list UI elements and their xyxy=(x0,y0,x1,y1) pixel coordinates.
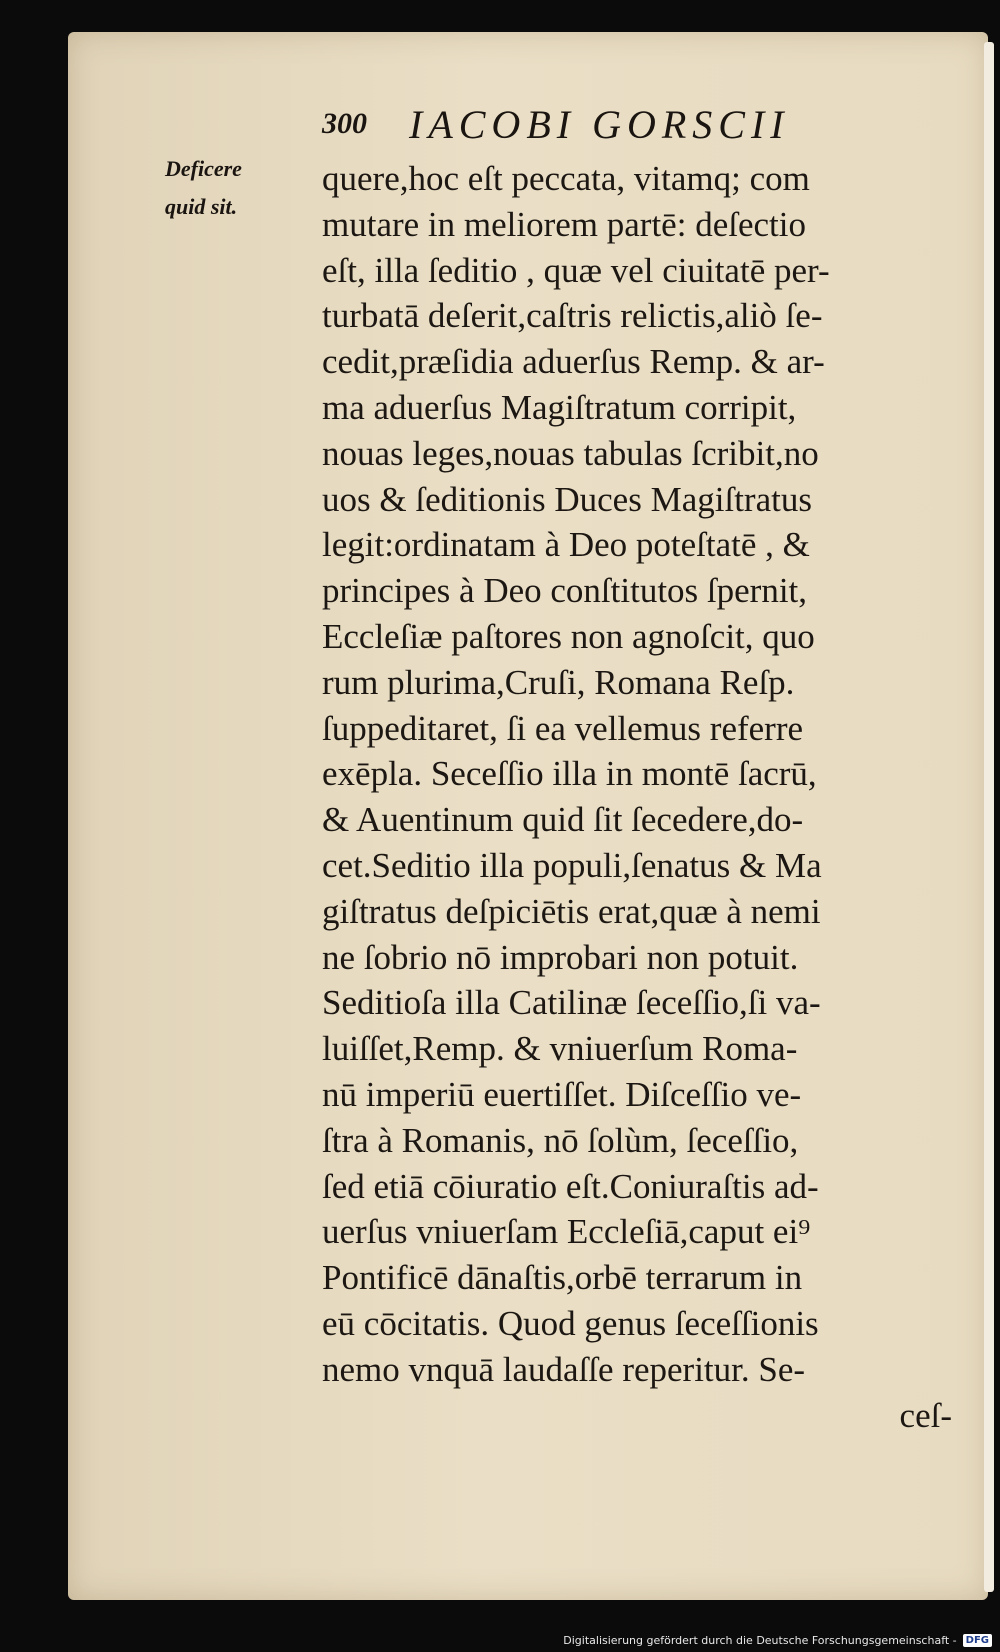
dfg-logo: DFG xyxy=(963,1634,992,1647)
text-line: cedit,præſidia aduerſus Remp. & ar- xyxy=(322,342,825,382)
text-line: eſt, illa ſeditio , quæ vel ciuitatē per- xyxy=(322,250,830,290)
text-line: nū imperiū euertiſſet. Diſceſſio ve- xyxy=(322,1074,802,1114)
text-line: giſtratus deſpiciētis erat,quæ à nemi xyxy=(322,891,821,931)
text-line: uos & ſeditionis Duces Magiſtratus xyxy=(322,479,812,519)
catchword: ceſ- xyxy=(899,1395,952,1435)
text-line: luiſſet,Remp. & vniuerſum Roma- xyxy=(322,1029,798,1069)
marginal-note: Deficere quid sit. xyxy=(165,156,242,219)
text-line: ne ſobrio nō improbari non potuit. xyxy=(322,937,799,977)
text-line: principes à Deo conſtitutos ſpernit, xyxy=(322,571,808,611)
text-line: eū cōcitatis. Quod genus ſeceſſionis xyxy=(322,1303,819,1343)
text-line: uerſus vniuerſam Eccleſiā,caput ei⁹ xyxy=(322,1212,811,1252)
text-line: Pontificē dānaſtis,orbē terrarum in xyxy=(322,1258,803,1298)
text-line: legit:ordinatam à Deo poteſtatē , & xyxy=(322,525,810,565)
text-line: ſtra à Romanis, nō ſolùm, ſeceſſio, xyxy=(322,1120,799,1160)
text-line: ſed etiā cōiuratio eſt.Coniuraſtis ad- xyxy=(322,1166,819,1206)
footer-credit-text: Digitalisierung gefördert durch die Deutsche Forschungsgemeinschaft - xyxy=(563,1633,957,1647)
page-number: 300 xyxy=(322,107,367,140)
text-line: ma aduerſus Magiſtratum corripit, xyxy=(322,387,797,427)
text-line: exēpla. Seceſſio illa in montē ſacrū, xyxy=(322,754,817,794)
text-line: rum plurima,Cruſi, Romana Reſp. xyxy=(322,662,795,702)
digitization-credit-footer xyxy=(0,1628,1000,1652)
page-header xyxy=(322,100,882,148)
text-line: Seditioſa illa Catilinæ ſeceſſio,ſi va- xyxy=(322,983,821,1023)
text-line: nouas leges,nouas tabulas ſcribit,no xyxy=(322,433,819,473)
text-line: ſuppeditaret, ſi ea vellemus referre xyxy=(322,708,804,748)
body-text xyxy=(322,156,962,1438)
text-line: mutare in meliorem partē: deſectio xyxy=(322,204,806,244)
text-line: Eccleſiæ paſtores non agnoſcit, quo xyxy=(322,616,815,656)
text-line: turbatā deſerit,caſtris relictis,aliò ſe- xyxy=(322,296,823,336)
running-head: IACOBI GORSCII xyxy=(409,101,790,147)
text-line: & Auentinum quid ſit ſecedere,do- xyxy=(322,800,804,840)
text-line: nemo vnquā laudaſſe reperitur. Se- xyxy=(322,1349,806,1389)
text-line: quere,hoc eſt peccata, vitamq; com xyxy=(322,159,810,198)
text-line: cet.Seditio illa populi,ſenatus & Ma xyxy=(322,845,822,885)
